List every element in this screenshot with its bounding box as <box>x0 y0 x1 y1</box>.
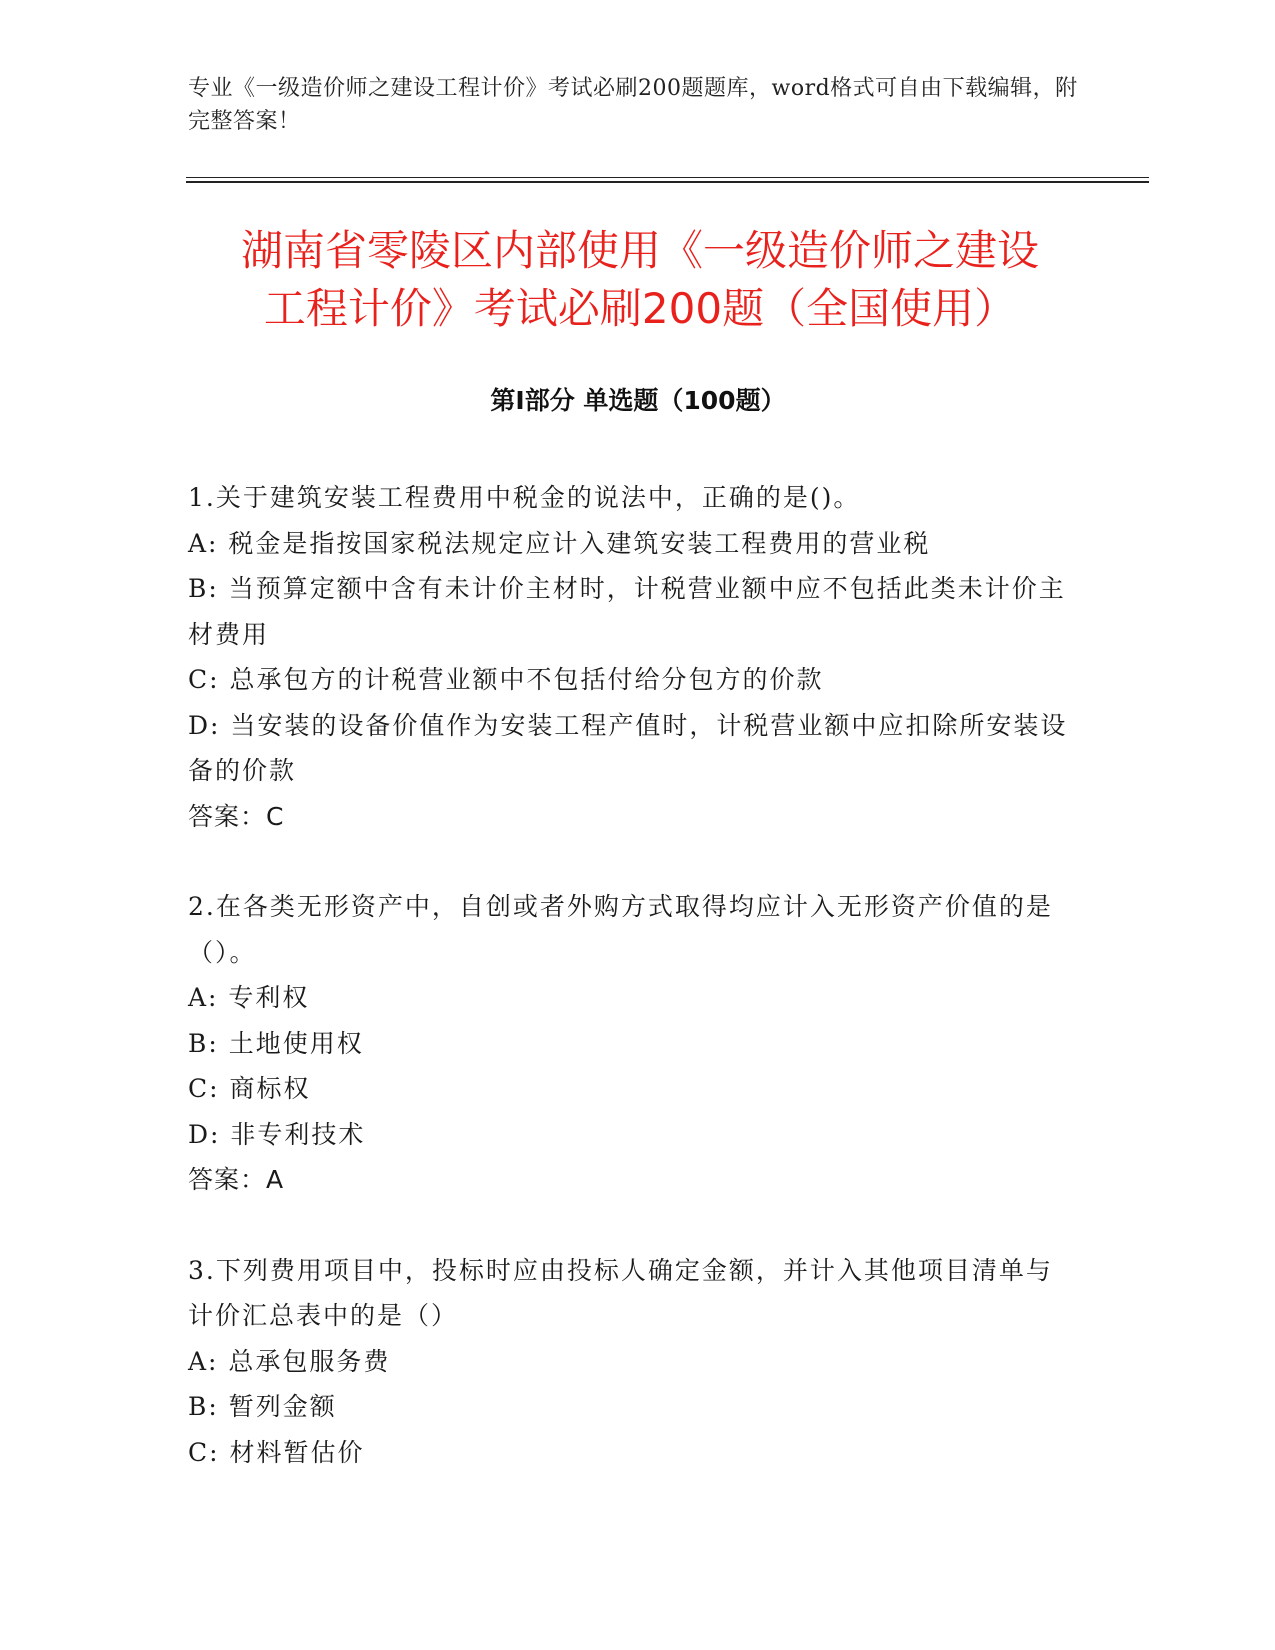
option-b: B: 土地使用权 <box>188 1028 364 1058</box>
question-2 <box>188 884 1068 1203</box>
option-d: D: 当安装的设备价值作为安装工程产值时，计税营业额中应扣除所安装设备的价款 <box>188 710 1068 785</box>
document-title-line-2: 工程计价》考试必刷200题（全国使用） <box>263 284 1017 333</box>
option-a: A: 专利权 <box>188 983 310 1012</box>
option-c: C: 商标权 <box>188 1074 311 1103</box>
question-stem: 3.下列费用项目中，投标时应由投标人确定金额，并计入其他项目清单与计价汇总表中的是（） <box>188 1255 1053 1330</box>
option-b: B: 当预算定额中含有未计价主材时，计税营业额中应不包括此类未计价主材费用 <box>188 574 1066 649</box>
header-divider-thick <box>186 181 1149 183</box>
question-stem: 2.在各类无形资产中，自创或者外购方式取得均应计入无形资产价值的是（）。 <box>188 892 1053 967</box>
section-title: 第Ⅰ部分 单选题（100题） <box>490 386 786 415</box>
option-c: C: 总承包方的计税营业额中不包括付给分包方的价款 <box>188 665 824 694</box>
answer-label: 答案：C <box>188 801 285 831</box>
question-3 <box>188 1248 1068 1476</box>
document-title <box>150 222 1130 338</box>
question-1 <box>188 475 1068 839</box>
option-c: C: 材料暂估价 <box>188 1437 365 1467</box>
option-a: A: 总承包服务费 <box>188 1346 391 1376</box>
option-d: D: 非专利技术 <box>188 1119 366 1149</box>
question-stem: 1.关于建筑安装工程费用中税金的说法中，正确的是()。 <box>188 483 861 512</box>
document-title-line-1: 湖南省零陵区内部使用《一级造价师之建设 <box>240 226 1039 275</box>
answer-label: 答案：A <box>188 1165 285 1194</box>
header-note: 专业《一级造价师之建设工程计价》考试必刷200题题库，word格式可自由下载编辑，附完整答案！ <box>188 76 1078 134</box>
option-a: A: 税金是指按国家税法规定应计入建筑安装工程费用的营业税 <box>188 528 931 558</box>
header-divider-thin <box>186 177 1149 178</box>
option-b: B: 暂列金额 <box>188 1392 337 1421</box>
question-list <box>188 475 1068 1520</box>
